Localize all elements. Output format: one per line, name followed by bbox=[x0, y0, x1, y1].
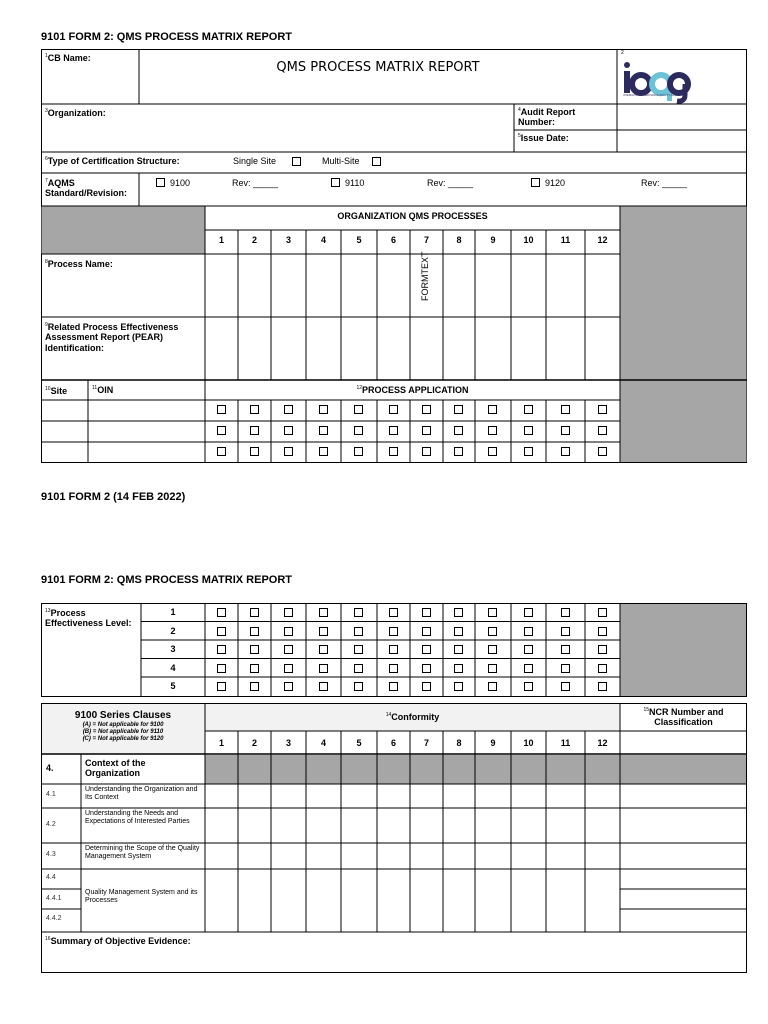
column-checkbox[interactable] bbox=[488, 682, 497, 691]
single-site-label: Single Site bbox=[233, 156, 277, 166]
column-checkbox[interactable] bbox=[524, 627, 533, 636]
column-number: 1 bbox=[218, 738, 224, 748]
site-label: $^{10}$Site bbox=[45, 386, 68, 396]
clause-text: Context of the Organization bbox=[85, 758, 146, 779]
column-checkbox[interactable] bbox=[217, 645, 226, 654]
column-checkbox[interactable] bbox=[598, 608, 607, 617]
column-checkbox[interactable] bbox=[389, 645, 398, 654]
column-checkbox[interactable] bbox=[422, 645, 431, 654]
logo-number: 2 bbox=[621, 50, 624, 56]
cert-structure-label: $^6$Type of Certification Structure: bbox=[45, 156, 180, 166]
clause-text: Understanding the Organization and Its Context bbox=[85, 786, 198, 802]
column-checkbox[interactable] bbox=[250, 608, 259, 617]
column-checkbox[interactable] bbox=[284, 627, 293, 636]
column-checkbox[interactable] bbox=[561, 627, 570, 636]
column-checkbox[interactable] bbox=[389, 664, 398, 673]
clause-text: Understanding the Needs and Expectations of Interested Parties bbox=[85, 810, 190, 826]
aqms-9110-label: 9110 bbox=[345, 178, 365, 188]
column-checkbox[interactable] bbox=[488, 664, 497, 673]
column-number: 12 bbox=[597, 235, 608, 245]
form-revision: 9101 FORM 2 (14 FEB 2022) bbox=[41, 491, 186, 503]
column-checkbox[interactable] bbox=[561, 682, 570, 691]
header-form-grid bbox=[41, 49, 747, 463]
column-number: 4 bbox=[320, 235, 326, 245]
page-header-2: 9101 FORM 2: QMS PROCESS MATRIX REPORT bbox=[41, 574, 293, 586]
column-checkbox[interactable] bbox=[488, 405, 497, 414]
column-checkbox[interactable] bbox=[250, 664, 259, 673]
clause-text: Quality Management System and its Processes bbox=[85, 889, 198, 905]
column-number: 6 bbox=[390, 235, 396, 245]
column-number: 11 bbox=[560, 738, 571, 748]
column-number: 11 bbox=[560, 235, 571, 245]
single-site-checkbox[interactable] bbox=[292, 157, 301, 166]
aqms-9120-checkbox[interactable] bbox=[531, 178, 540, 187]
column-number: 7 bbox=[423, 235, 429, 245]
column-checkbox[interactable] bbox=[488, 447, 497, 456]
column-number: 8 bbox=[456, 235, 462, 245]
column-checkbox[interactable] bbox=[284, 608, 293, 617]
column-checkbox[interactable] bbox=[561, 426, 570, 435]
column-checkbox[interactable] bbox=[354, 426, 363, 435]
clauses-note-a: (A) = Not applicable for 9100 bbox=[82, 722, 164, 728]
conformity-header: $^{14}$Conformity bbox=[385, 712, 440, 722]
aqms-9120-label: 9120 bbox=[545, 178, 566, 188]
column-checkbox[interactable] bbox=[354, 682, 363, 691]
audit-report-number-label: $^4$Audit Report Number: bbox=[518, 107, 576, 128]
column-number: 9 bbox=[490, 738, 496, 748]
page-header: 9101 FORM 2: QMS PROCESS MATRIX REPORT bbox=[41, 31, 293, 43]
pear-label: $^9$Related Process Effectiveness Assessment Report (PEAR) Identification: bbox=[45, 322, 179, 353]
aqms-9100-checkbox[interactable] bbox=[156, 178, 165, 187]
formtext-field[interactable]: FORMTEXT bbox=[420, 251, 430, 301]
multi-site-checkbox[interactable] bbox=[372, 157, 381, 166]
header-form-section bbox=[41, 49, 747, 463]
aqms-label: $^7$AQMS Standard/Revision: bbox=[45, 178, 128, 199]
column-checkbox[interactable] bbox=[598, 664, 607, 673]
column-checkbox[interactable] bbox=[217, 682, 226, 691]
column-checkbox[interactable] bbox=[524, 426, 533, 435]
clauses-note-b: (B) = Not applicable for 9110 bbox=[82, 729, 164, 735]
column-number: 4 bbox=[320, 738, 326, 748]
clause-num: 4.4.2 bbox=[46, 915, 62, 922]
column-checkbox[interactable] bbox=[598, 627, 607, 636]
column-checkbox[interactable] bbox=[524, 405, 533, 414]
column-checkbox[interactable] bbox=[488, 426, 497, 435]
column-number: 10 bbox=[523, 235, 534, 245]
aqms-9110-checkbox[interactable] bbox=[331, 178, 340, 187]
effectiveness-level: 4 bbox=[170, 662, 176, 673]
column-checkbox[interactable] bbox=[598, 405, 607, 414]
column-checkbox[interactable] bbox=[389, 426, 398, 435]
column-checkbox[interactable] bbox=[319, 447, 328, 456]
column-checkbox[interactable] bbox=[389, 682, 398, 691]
column-checkbox[interactable] bbox=[524, 608, 533, 617]
column-checkbox[interactable] bbox=[454, 682, 463, 691]
column-checkbox[interactable] bbox=[389, 447, 398, 456]
column-checkbox[interactable] bbox=[354, 608, 363, 617]
multi-site-label: Multi-Site bbox=[322, 156, 360, 166]
iaqg-logo bbox=[621, 59, 693, 103]
issue-date-label: $^5$Issue Date: bbox=[518, 133, 569, 143]
column-number: 5 bbox=[356, 235, 362, 245]
column-number: 1 bbox=[218, 235, 224, 245]
column-checkbox[interactable] bbox=[422, 608, 431, 617]
clause-num: 4.3 bbox=[46, 851, 56, 858]
column-checkbox[interactable] bbox=[561, 645, 570, 654]
column-checkbox[interactable] bbox=[354, 447, 363, 456]
clause-text: Determining the Scope of the Quality Management System bbox=[85, 845, 200, 861]
effectiveness-section bbox=[41, 603, 747, 697]
effectiveness-level: 5 bbox=[170, 681, 176, 691]
column-number: 8 bbox=[456, 738, 462, 748]
effectiveness-level: 1 bbox=[170, 607, 176, 617]
column-number: 7 bbox=[423, 738, 429, 748]
column-checkbox[interactable] bbox=[524, 645, 533, 654]
column-checkbox[interactable] bbox=[389, 627, 398, 636]
column-checkbox[interactable] bbox=[598, 682, 607, 691]
effectiveness-level: 2 bbox=[170, 625, 176, 636]
clauses-header-title: 9100 Series Clauses bbox=[74, 710, 172, 721]
column-checkbox[interactable] bbox=[217, 664, 226, 673]
column-checkbox[interactable] bbox=[524, 682, 533, 691]
column-checkbox[interactable] bbox=[561, 405, 570, 414]
column-number: 9 bbox=[490, 235, 496, 245]
column-checkbox[interactable] bbox=[354, 627, 363, 636]
column-checkbox[interactable] bbox=[319, 664, 328, 673]
organization-label: $^3$Organization: bbox=[45, 108, 106, 118]
column-checkbox[interactable] bbox=[598, 447, 607, 456]
column-checkbox[interactable] bbox=[454, 405, 463, 414]
column-checkbox[interactable] bbox=[454, 447, 463, 456]
column-checkbox[interactable] bbox=[250, 426, 259, 435]
column-checkbox[interactable] bbox=[561, 664, 570, 673]
column-checkbox[interactable] bbox=[488, 627, 497, 636]
column-checkbox[interactable] bbox=[454, 627, 463, 636]
report-title: QMS PROCESS MATRIX REPORT bbox=[276, 60, 480, 75]
column-checkbox[interactable] bbox=[524, 664, 533, 673]
column-checkbox[interactable] bbox=[488, 645, 497, 654]
column-checkbox[interactable] bbox=[389, 405, 398, 414]
column-checkbox[interactable] bbox=[319, 627, 328, 636]
column-checkbox[interactable] bbox=[389, 608, 398, 617]
column-number: 3 bbox=[285, 235, 291, 245]
column-checkbox[interactable] bbox=[454, 608, 463, 617]
column-checkbox[interactable] bbox=[217, 627, 226, 636]
column-checkbox[interactable] bbox=[354, 645, 363, 654]
column-checkbox[interactable] bbox=[319, 608, 328, 617]
ncr-header: $^{15}$NCR Number and Classification bbox=[643, 707, 724, 728]
column-number: 3 bbox=[285, 738, 291, 748]
column-checkbox[interactable] bbox=[217, 608, 226, 617]
column-checkbox[interactable] bbox=[524, 447, 533, 456]
column-checkbox[interactable] bbox=[319, 682, 328, 691]
column-number: 2 bbox=[251, 235, 257, 245]
column-checkbox[interactable] bbox=[422, 426, 431, 435]
effectiveness-level: 3 bbox=[170, 644, 176, 654]
column-number: 12 bbox=[597, 738, 608, 748]
column-checkbox[interactable] bbox=[250, 405, 259, 414]
column-checkbox[interactable] bbox=[284, 645, 293, 654]
column-checkbox[interactable] bbox=[250, 682, 259, 691]
column-number: 10 bbox=[523, 738, 534, 748]
column-checkbox[interactable] bbox=[217, 426, 226, 435]
column-checkbox[interactable] bbox=[319, 426, 328, 435]
aqms-9100-rev: Rev: _____ bbox=[232, 178, 279, 188]
column-checkbox[interactable] bbox=[217, 405, 226, 414]
column-checkbox[interactable] bbox=[422, 682, 431, 691]
column-checkbox[interactable] bbox=[454, 645, 463, 654]
column-checkbox[interactable] bbox=[250, 645, 259, 654]
effectiveness-label: $^{13}$Process Effectiveness Level: bbox=[45, 608, 132, 629]
aqms-9120-rev: Rev: _____ bbox=[641, 178, 688, 188]
clause-num: 4. bbox=[46, 763, 54, 773]
clause-num: 4.4 bbox=[46, 874, 56, 881]
column-checkbox[interactable] bbox=[422, 447, 431, 456]
column-number: 2 bbox=[251, 738, 257, 748]
column-checkbox[interactable] bbox=[284, 426, 293, 435]
clause-num: 4.2 bbox=[46, 821, 56, 828]
column-number: 5 bbox=[356, 738, 362, 748]
oin-label: $^{11}$OIN bbox=[92, 385, 114, 395]
clause-num: 4.1 bbox=[46, 791, 56, 798]
column-checkbox[interactable] bbox=[561, 608, 570, 617]
column-checkbox[interactable] bbox=[454, 664, 463, 673]
column-number: 6 bbox=[390, 738, 396, 748]
column-checkbox[interactable] bbox=[422, 405, 431, 414]
column-checkbox[interactable] bbox=[284, 447, 293, 456]
aqms-9110-rev: Rev: _____ bbox=[427, 178, 474, 188]
column-checkbox[interactable] bbox=[422, 627, 431, 636]
column-checkbox[interactable] bbox=[598, 645, 607, 654]
cb-name-label: $^1$CB Name: bbox=[45, 53, 91, 63]
column-checkbox[interactable] bbox=[561, 447, 570, 456]
column-checkbox[interactable] bbox=[217, 447, 226, 456]
process-application-header: $^{12}$PROCESS APPLICATION bbox=[356, 385, 469, 395]
column-checkbox[interactable] bbox=[319, 405, 328, 414]
column-checkbox[interactable] bbox=[422, 664, 431, 673]
column-checkbox[interactable] bbox=[284, 682, 293, 691]
summary-label: $^{16}$Summary of Objective Evidence: bbox=[45, 936, 191, 946]
column-checkbox[interactable] bbox=[250, 627, 259, 636]
process-name-label: $^8$Process Name: bbox=[45, 259, 113, 269]
aqms-9100-label: 9100 bbox=[170, 178, 191, 188]
org-processes-header: ORGANIZATION QMS PROCESSES bbox=[337, 211, 488, 221]
column-checkbox[interactable] bbox=[354, 664, 363, 673]
clauses-note-c: (C) = Not applicable for 9120 bbox=[82, 736, 164, 742]
column-checkbox[interactable] bbox=[598, 426, 607, 435]
column-checkbox[interactable] bbox=[454, 426, 463, 435]
column-checkbox[interactable] bbox=[284, 664, 293, 673]
column-checkbox[interactable] bbox=[284, 405, 293, 414]
clause-num: 4.4.1 bbox=[46, 895, 62, 902]
column-checkbox[interactable] bbox=[354, 405, 363, 414]
column-checkbox[interactable] bbox=[319, 645, 328, 654]
clauses-section bbox=[41, 703, 747, 973]
column-checkbox[interactable] bbox=[250, 447, 259, 456]
logo-caption: INTERNATIONAL AEROSPACE QUALITY GROUP bbox=[623, 94, 680, 97]
column-checkbox[interactable] bbox=[488, 608, 497, 617]
